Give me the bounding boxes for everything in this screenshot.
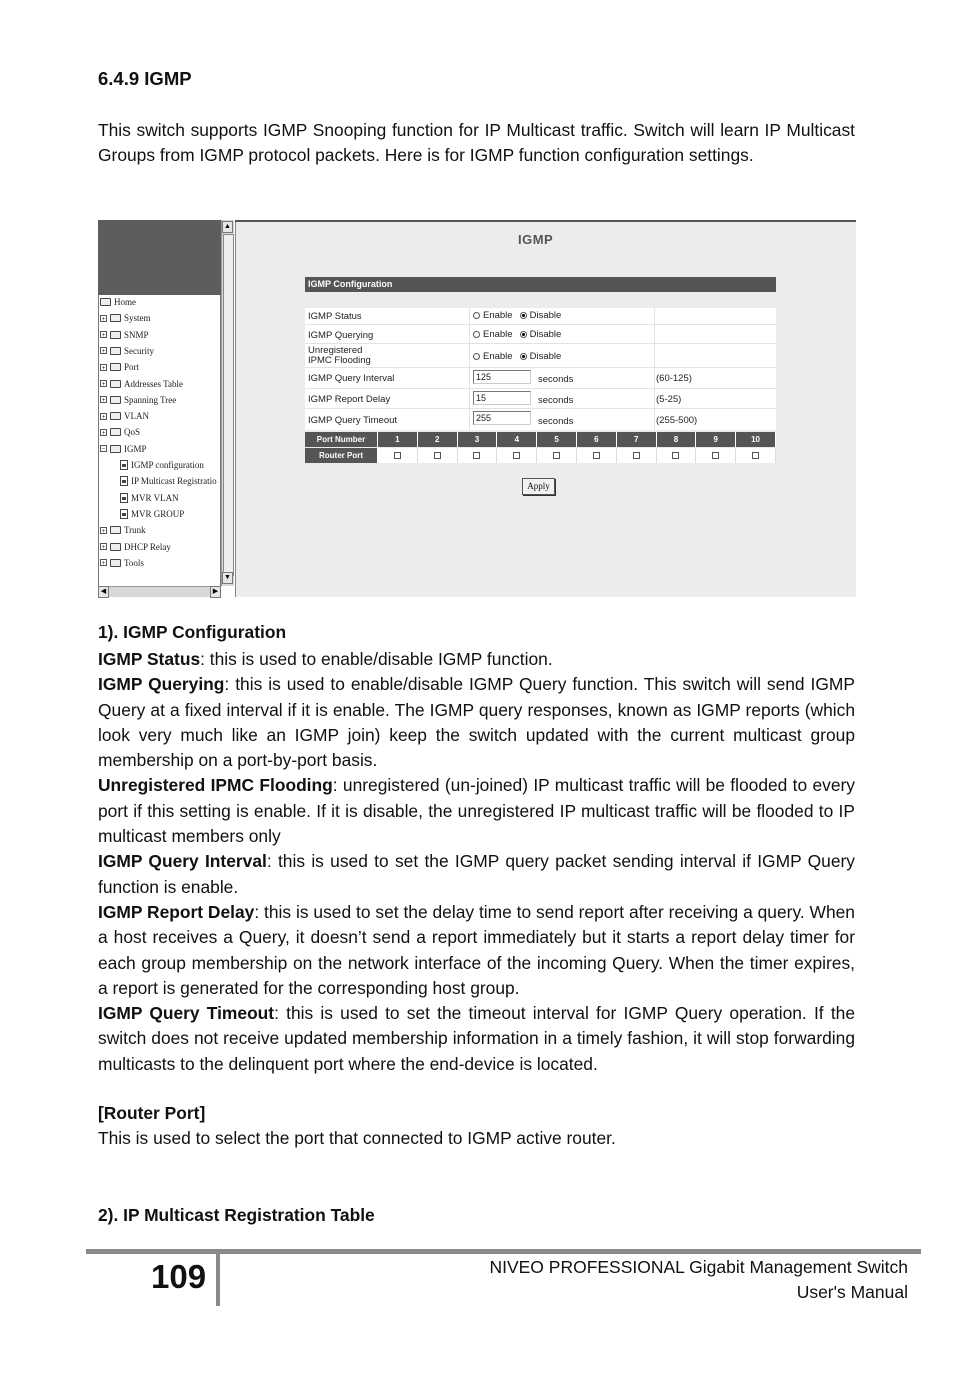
flooding-enable-radio[interactable] (473, 353, 480, 360)
flooding-label (308, 346, 371, 366)
router-port-checkbox[interactable] (752, 452, 759, 459)
flooding-disable-radio[interactable] (520, 353, 527, 360)
tree-item[interactable] (120, 460, 204, 470)
def-query-timeout (98, 1001, 855, 1077)
tree-item-label: Trunk (124, 525, 146, 536)
tree-item[interactable] (100, 297, 136, 307)
tree-item-label: MVR GROUP (131, 508, 185, 519)
router-port-cell (537, 448, 577, 463)
footer-divider (216, 1254, 220, 1306)
tree-item[interactable] (100, 330, 149, 340)
query-interval-unit: seconds (538, 374, 574, 385)
router-port-checkbox[interactable] (712, 452, 719, 459)
tree-item[interactable] (100, 542, 171, 552)
scroll-thumb[interactable] (223, 234, 234, 576)
igmp-querying-label: IGMP Querying (308, 330, 374, 341)
igmp-querying-control (473, 329, 561, 340)
query-interval-input[interactable]: 125 (473, 370, 531, 384)
report-delay-label: IGMP Report Delay (308, 394, 391, 405)
tree-item-label: Port (124, 362, 140, 373)
query-timeout-input[interactable]: 255 (473, 411, 531, 425)
tree-item-label: VLAN (124, 411, 149, 422)
folder-icon (110, 526, 121, 534)
def-term: IGMP Status (98, 649, 201, 669)
router-port-cell (657, 448, 697, 463)
router-port-checkbox[interactable] (633, 452, 640, 459)
port-number-cell: 6 (577, 432, 617, 447)
tree-item[interactable] (120, 509, 184, 519)
folder-icon (110, 380, 121, 388)
flooding-label-line2: IPMC Flooding (308, 355, 371, 366)
router-port-header: Router Port (305, 448, 378, 463)
tree-item[interactable] (100, 362, 139, 372)
scroll-down-arrow-icon[interactable]: ▼ (222, 572, 233, 584)
row-query-timeout (305, 409, 776, 430)
tree-item-label: Security (124, 345, 154, 356)
flooding-disable-label: Disable (529, 351, 562, 362)
apply-button[interactable]: Apply (522, 478, 555, 495)
tree-item[interactable] (100, 411, 149, 421)
status-enable-label: Enable (483, 310, 513, 321)
def-text: : this is used to set the IGMP query packet sending interval if IGMP Query function is enable. (98, 851, 856, 897)
router-port-row (305, 448, 776, 463)
folder-icon (110, 314, 121, 322)
report-delay-unit: seconds (538, 395, 574, 406)
folder-icon (110, 347, 121, 355)
tree-item-label: QoS (124, 427, 141, 438)
status-disable-label: Disable (529, 310, 562, 321)
status-disable-radio[interactable] (520, 312, 527, 319)
row-query-interval (305, 368, 776, 389)
router-port-cell (458, 448, 498, 463)
flooding-enable-label: Enable (483, 351, 513, 362)
querying-enable-label: Enable (483, 329, 513, 340)
igmp-screenshot (98, 220, 856, 597)
query-interval-range: (60-125) (656, 373, 692, 384)
intro-paragraph: This switch supports IGMP Snooping function for IP Multicast traffic. Switch will learn IP Multicast Groups from IGMP protocol packets. Here is for IGMP function configuration settings. (98, 120, 855, 166)
page-title: IGMP (518, 232, 554, 247)
port-number-cell: 4 (497, 432, 537, 447)
igmp-status-label: IGMP Status (308, 311, 362, 322)
port-number-row (305, 432, 776, 447)
querying-disable-label: Disable (529, 329, 562, 340)
folder-icon (110, 445, 121, 453)
expand-icon[interactable]: + (101, 526, 106, 535)
router-port-checkbox[interactable] (672, 452, 679, 459)
def-ipmc-flooding (98, 773, 855, 849)
folder-icon (100, 298, 111, 306)
port-number-cell: 2 (418, 432, 458, 447)
page-icon (120, 493, 128, 503)
footer-line1: NIVEO PROFESSIONAL Gigabit Management Switch (489, 1257, 908, 1277)
router-port-cell (736, 448, 776, 463)
query-timeout-label: IGMP Query Timeout (308, 415, 398, 426)
query-interval-label: IGMP Query Interval (308, 373, 395, 384)
page-icon (120, 460, 128, 470)
report-delay-input[interactable]: 15 (473, 391, 531, 405)
definitions (98, 647, 855, 1077)
port-number-cell: 5 (537, 432, 577, 447)
tree-header-area (98, 220, 221, 295)
tree-item-label: Home (114, 297, 136, 307)
def-text: : this is used to set the timeout interval for IGMP Query operation. If the switch does not receive updated membership information in a timely fashion, it will stop forwarding multicasts to the delinquent port where the end-device is located. (98, 1003, 855, 1074)
page-icon (120, 509, 128, 519)
tree-item-label: Spanning Tree (124, 394, 177, 405)
report-delay-range: (5-25) (656, 394, 682, 405)
port-number-cell: 10 (736, 432, 776, 447)
folder-icon (110, 363, 121, 371)
section-heading: 6.4.9 IGMP (98, 68, 192, 89)
folder-icon (110, 428, 121, 436)
row-ipmc-flooding (305, 344, 776, 368)
tree-vertical-scrollbar[interactable] (221, 220, 234, 586)
folder-icon (110, 543, 121, 551)
tree-item-label: Addresses Table (124, 378, 183, 389)
expand-icon[interactable]: + (101, 363, 106, 372)
tree-item-label: IP Multicast Registratio (131, 476, 217, 487)
tree-item[interactable] (100, 379, 183, 389)
def-text: : this is used to set the delay time to send report after receiving a query. When a host receives a Query, it doesn’t send a report immediately but it starts a report delay timer for each group membership on the network interface of the incoming Query. When the timer expires, a report is generated for the corresponding host group. (98, 901, 855, 998)
tree-item-label: System (124, 313, 151, 324)
folder-icon (110, 559, 121, 567)
tree-item-label: DHCP Relay (124, 541, 171, 552)
tree-item[interactable] (100, 395, 176, 405)
router-port-text: This is used to select the port that connected to IGMP active router. (98, 1128, 616, 1148)
report-delay-control (473, 391, 531, 405)
tree-item[interactable] (100, 525, 146, 535)
def-term: IGMP Querying (98, 674, 225, 695)
tree-item-label: IGMP (124, 443, 147, 454)
config-header: IGMP Configuration (305, 277, 776, 292)
router-port-checkbox[interactable] (513, 452, 520, 459)
def-igmp-status (98, 647, 855, 672)
subsection-ip-multicast-registration: 2). IP Multicast Registration Table (98, 1205, 375, 1225)
query-timeout-unit: seconds (538, 416, 574, 427)
def-text: : this is used to enable/disable IGMP Query function. This switch will send IGMP Query at a fixed interval if it is enable. The IGMP query responses, known as IGMP reports (which look very much like an IGMP join) keep the switch updated with the current multicast group membership on a port-by-port basis. (98, 674, 855, 771)
expand-icon[interactable]: + (101, 396, 106, 405)
page-number: 109 (151, 1258, 207, 1295)
row-report-delay (305, 389, 776, 409)
def-term: IGMP Query Interval (98, 851, 267, 872)
content-top-border (235, 220, 856, 222)
tree-item-label: SNMP (124, 329, 149, 340)
tree-item-label: Tools (124, 557, 144, 568)
status-enable-radio[interactable] (473, 312, 480, 319)
tree-item[interactable] (100, 444, 147, 454)
expand-icon[interactable]: + (101, 331, 106, 340)
footer-rule (86, 1249, 921, 1254)
router-port-checkbox[interactable] (553, 452, 560, 459)
router-port-cell (696, 448, 736, 463)
row-igmp-status (305, 308, 776, 325)
tree-item[interactable] (100, 427, 140, 437)
page-icon (120, 476, 128, 486)
router-port-heading: [Router Port] (98, 1103, 206, 1123)
subsection-igmp-configuration: 1). IGMP Configuration (98, 622, 287, 642)
row-igmp-querying (305, 325, 776, 344)
port-number-cell: 9 (696, 432, 736, 447)
router-port-cell (577, 448, 617, 463)
expand-icon[interactable]: + (101, 347, 106, 356)
navigation-tree-panel (98, 220, 235, 597)
tree-item[interactable] (100, 558, 144, 568)
port-number-cell: 8 (657, 432, 697, 447)
scroll-left-arrow-icon[interactable]: ◀ (98, 586, 109, 598)
port-number-header: Port Number (305, 432, 378, 447)
router-port-cell (378, 448, 418, 463)
flooding-label-line1: Unregistered (308, 345, 363, 356)
flooding-control (473, 351, 561, 362)
tree-horizontal-scrollbar[interactable] (98, 586, 221, 597)
port-number-cell: 3 (458, 432, 498, 447)
tree-item[interactable] (120, 493, 179, 503)
port-number-cell: 7 (617, 432, 657, 447)
tree-item-label: MVR VLAN (131, 492, 179, 503)
def-term: IGMP Report Delay (98, 901, 255, 922)
query-timeout-control (473, 411, 531, 425)
query-interval-control (473, 370, 531, 384)
tree-item[interactable] (120, 476, 217, 486)
router-port-checkbox[interactable] (394, 452, 401, 459)
expand-icon[interactable]: + (101, 428, 106, 437)
expand-icon[interactable]: + (101, 412, 106, 421)
expand-icon[interactable]: + (101, 314, 106, 323)
folder-icon (110, 331, 121, 339)
expand-icon[interactable]: + (101, 380, 106, 388)
def-report-delay (98, 900, 855, 1001)
folder-icon (110, 412, 121, 420)
def-term: Unregistered IPMC Flooding (98, 775, 333, 796)
querying-enable-radio[interactable] (473, 331, 480, 338)
router-port-cell (497, 448, 537, 463)
router-port-cell (418, 448, 458, 463)
folder-icon (110, 396, 121, 404)
def-text: : this is used to enable/disable IGMP function. (200, 649, 553, 669)
tree-item-label: IGMP configuration (131, 460, 204, 470)
expand-icon[interactable]: + (101, 559, 106, 568)
router-port-table (305, 432, 776, 464)
def-term: IGMP Query Timeout (98, 1003, 275, 1024)
scroll-up-arrow-icon[interactable]: ▲ (222, 221, 233, 233)
footer-title (489, 1255, 908, 1306)
query-timeout-range: (255-500) (656, 415, 698, 426)
expand-icon[interactable]: + (101, 543, 106, 551)
tree-item[interactable] (100, 313, 151, 323)
def-query-interval (98, 849, 855, 900)
scroll-right-arrow-icon[interactable]: ▶ (210, 586, 221, 598)
def-text: : unregistered (un-joined) IP multicast traffic will be flooded to every port if this setting is enable. If it is disable, the unregistered IP multicast traffic will be flooded to IP multicast members only (98, 775, 855, 847)
router-port-checkbox[interactable] (593, 452, 600, 459)
footer-line2: User's Manual (796, 1282, 908, 1303)
tree-item[interactable] (100, 346, 154, 356)
querying-disable-radio[interactable] (520, 331, 527, 338)
igmp-config-form (305, 308, 776, 430)
collapse-icon[interactable]: − (101, 445, 106, 454)
igmp-status-control (473, 310, 561, 321)
port-number-cell: 1 (378, 432, 418, 447)
router-port-cell (617, 448, 657, 463)
router-port-checkbox[interactable] (473, 452, 480, 459)
def-igmp-querying (98, 672, 855, 773)
router-port-checkbox[interactable] (434, 452, 441, 459)
